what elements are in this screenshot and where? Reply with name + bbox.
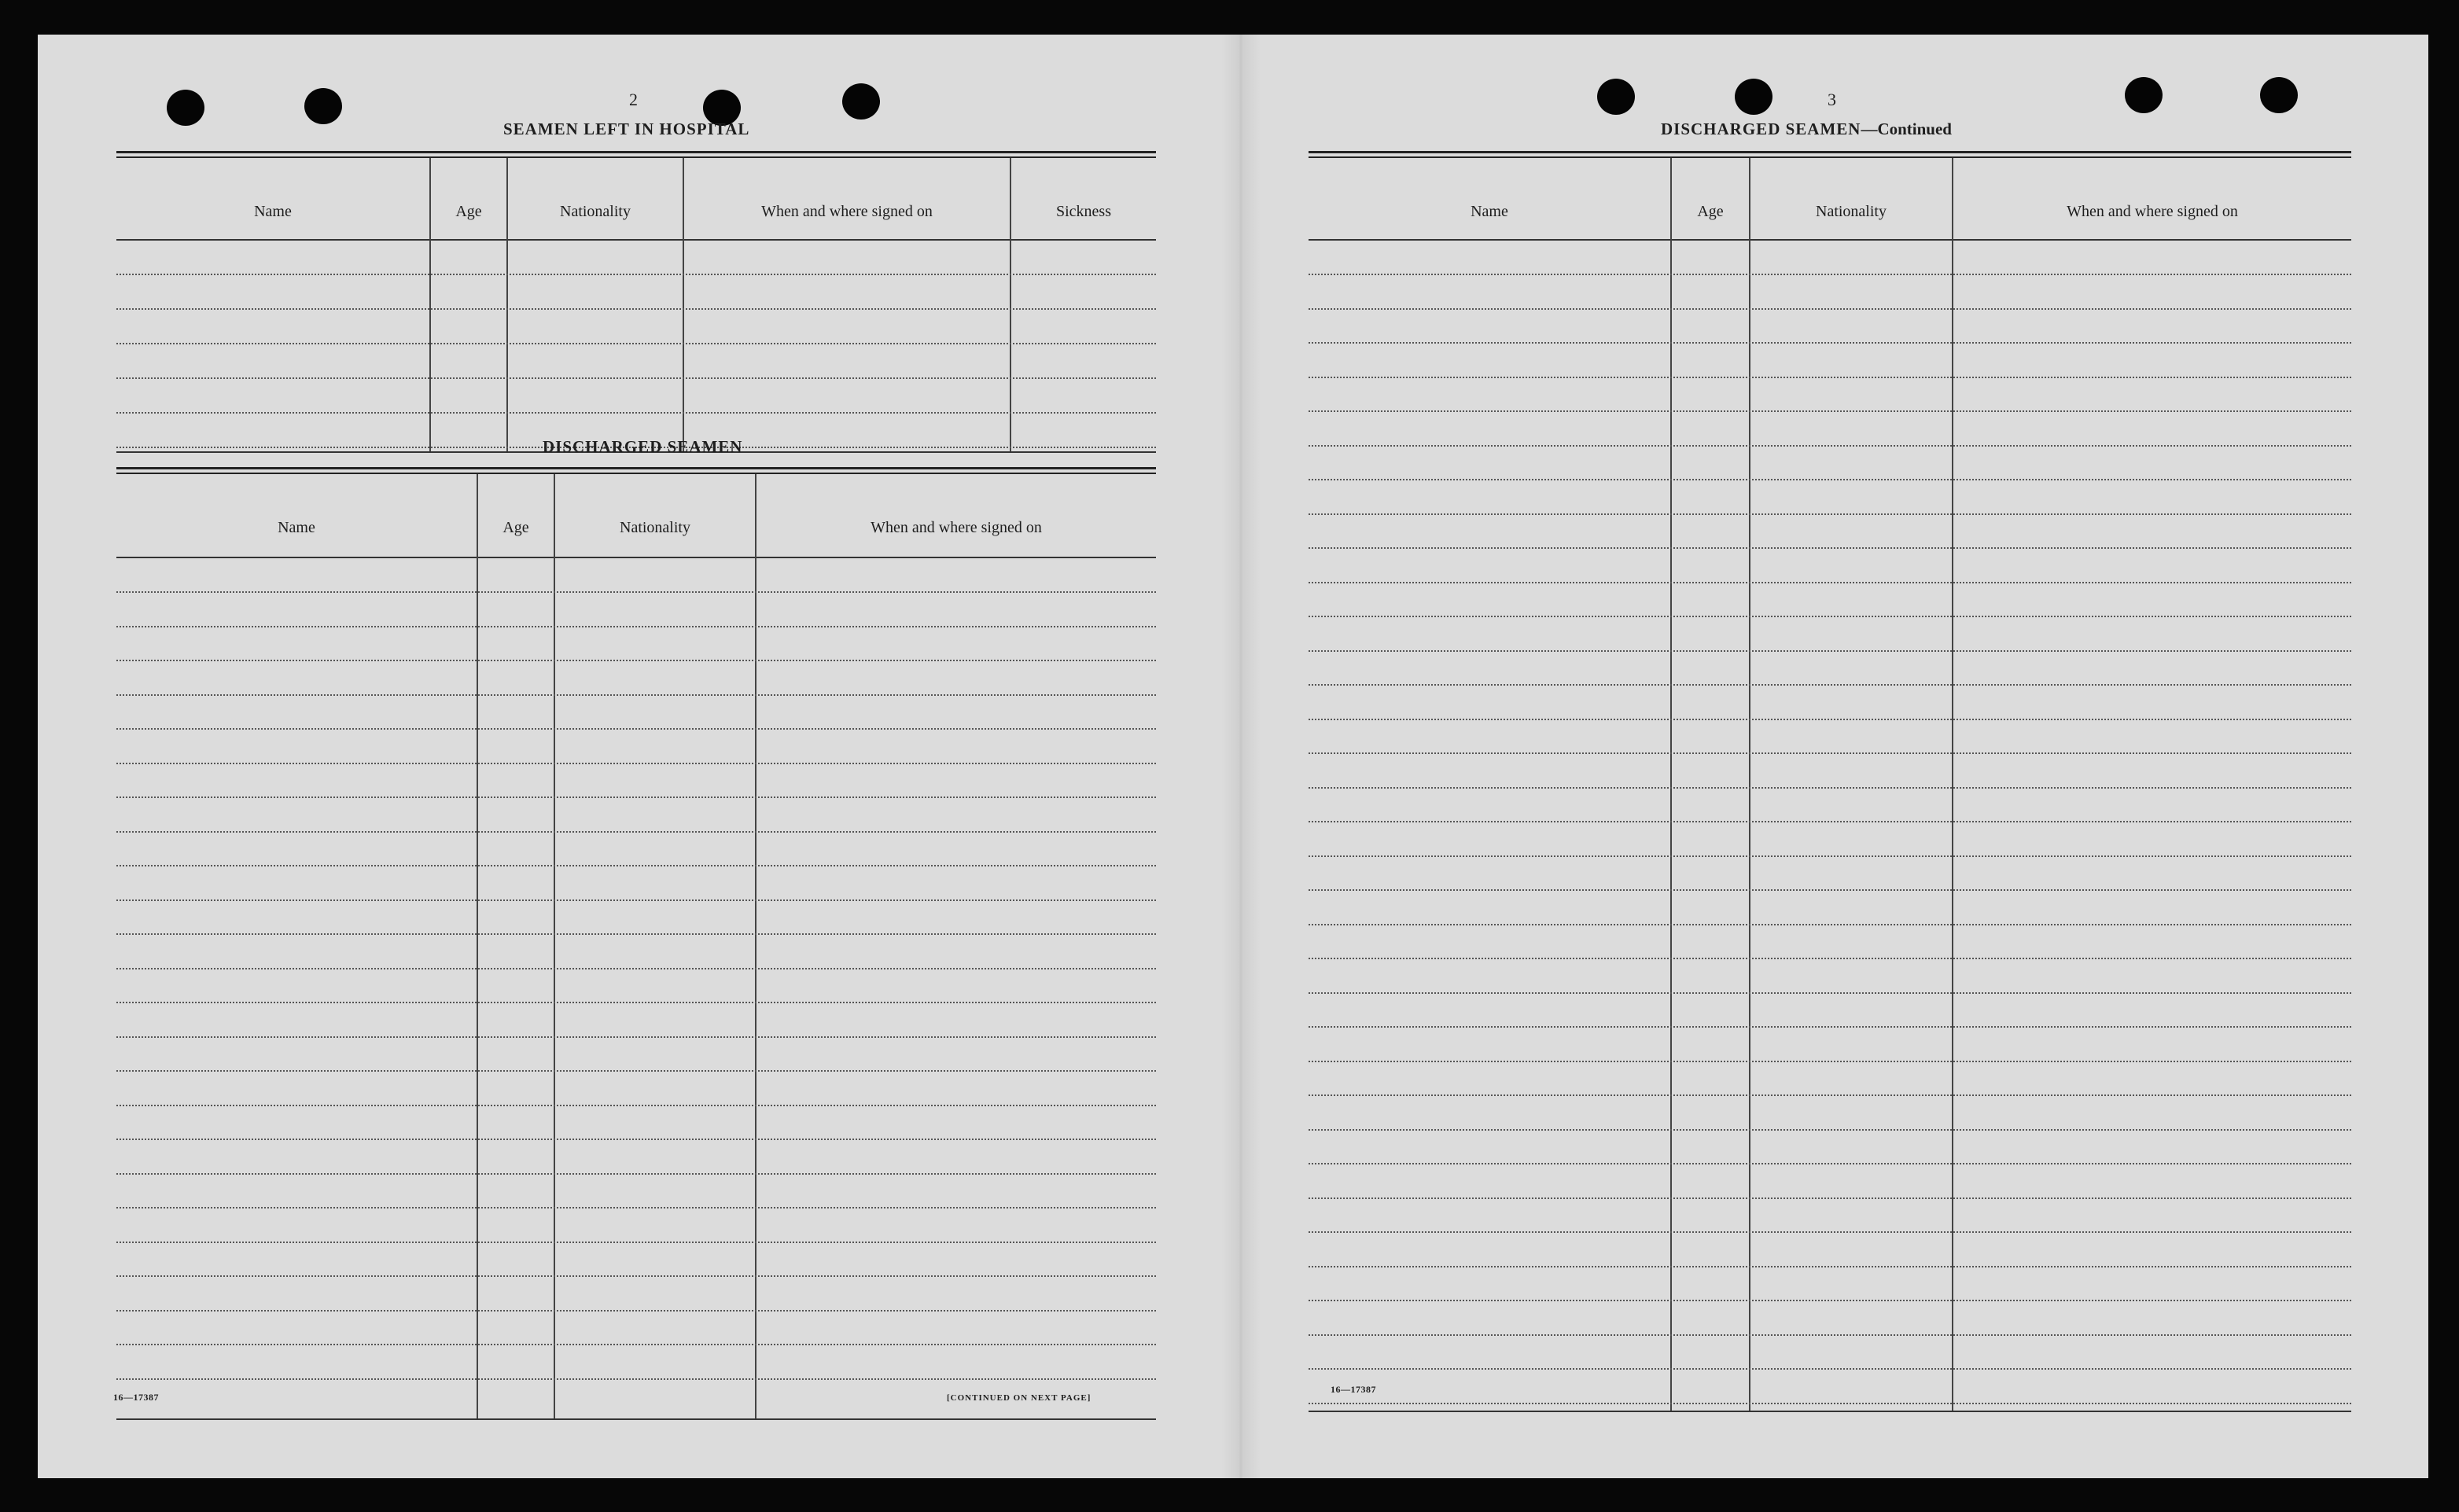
row-line xyxy=(1309,1061,2351,1062)
row-line xyxy=(116,1173,1156,1175)
row-line xyxy=(116,865,1156,866)
column-header-age: Age xyxy=(1697,203,1724,220)
row-line xyxy=(1309,445,2351,447)
column-header-nationality: Nationality xyxy=(620,519,690,536)
table-top-rule xyxy=(116,473,1156,474)
row-line xyxy=(1309,1368,2351,1370)
row-line xyxy=(116,1139,1156,1140)
column-header-age: Age xyxy=(502,519,529,536)
continued-note: [CONTINUED ON NEXT PAGE] xyxy=(947,1393,1091,1403)
row-line xyxy=(116,968,1156,969)
row-line xyxy=(1309,513,2351,515)
row-line xyxy=(116,899,1156,901)
row-line xyxy=(116,1378,1156,1380)
row-line xyxy=(116,831,1156,833)
table-top-rule xyxy=(116,151,1156,153)
row-line xyxy=(1309,1231,2351,1233)
column-separator xyxy=(755,474,756,1420)
row-line xyxy=(1309,1403,2351,1404)
row-line xyxy=(116,728,1156,730)
row-line xyxy=(1309,479,2351,480)
column-separator xyxy=(1010,158,1011,453)
page-number: 3 xyxy=(1828,90,1836,109)
column-separator xyxy=(1749,158,1750,1412)
row-line xyxy=(1309,821,2351,822)
header-rule xyxy=(116,557,1156,558)
row-line xyxy=(116,796,1156,798)
column-header-sickness: Sickness xyxy=(1056,203,1111,220)
row-line xyxy=(116,412,1156,414)
row-line xyxy=(1309,1266,2351,1267)
row-line xyxy=(116,591,1156,593)
column-header-when-where: When and where signed on xyxy=(761,203,933,220)
discharged-continued-table xyxy=(1309,151,2351,1412)
table-top-rule xyxy=(116,467,1156,469)
row-line xyxy=(1309,377,2351,378)
section-title-main: DISCHARGED SEAMEN xyxy=(1661,120,1861,138)
row-line xyxy=(116,274,1156,275)
row-line xyxy=(1309,924,2351,925)
row-line xyxy=(1309,1300,2351,1301)
scanned-document-sheet xyxy=(38,35,2428,1478)
row-line xyxy=(1309,274,2351,275)
section-title-suffix: —Continued xyxy=(1861,120,1952,138)
table-top-rule xyxy=(116,156,1156,158)
column-header-when-where: When and where signed on xyxy=(2067,203,2238,220)
row-line xyxy=(116,1344,1156,1345)
column-header-age: Age xyxy=(455,203,482,220)
column-separator xyxy=(683,158,684,453)
row-line xyxy=(1309,547,2351,549)
row-line xyxy=(1309,684,2351,686)
row-line xyxy=(116,1070,1156,1072)
row-line xyxy=(116,660,1156,661)
column-separator xyxy=(506,158,508,453)
column-header-name: Name xyxy=(254,203,292,220)
row-line xyxy=(116,626,1156,627)
table-bottom-rule xyxy=(1309,1411,2351,1412)
column-separator xyxy=(429,158,431,453)
column-separator xyxy=(554,474,555,1420)
row-line xyxy=(116,308,1156,310)
header-rule xyxy=(116,239,1156,241)
row-line xyxy=(116,694,1156,696)
row-line xyxy=(1309,650,2351,652)
row-line xyxy=(1309,1094,2351,1096)
row-line xyxy=(116,763,1156,764)
row-line xyxy=(116,343,1156,344)
column-header-nationality: Nationality xyxy=(560,203,631,220)
row-line xyxy=(1309,308,2351,310)
row-line xyxy=(1309,616,2351,617)
column-header-nationality: Nationality xyxy=(1816,203,1887,220)
row-line xyxy=(116,1002,1156,1003)
header-rule xyxy=(1309,239,2351,241)
page-number: 2 xyxy=(629,90,638,109)
left-page xyxy=(38,35,1233,1478)
row-line xyxy=(1309,1026,2351,1028)
right-page xyxy=(1233,35,2428,1478)
row-line xyxy=(1309,410,2351,412)
row-line xyxy=(1309,582,2351,583)
form-code: 16—17387 xyxy=(1331,1384,1376,1395)
table-bottom-rule xyxy=(116,1418,1156,1420)
row-line xyxy=(1309,719,2351,720)
row-line xyxy=(1309,787,2351,789)
row-line xyxy=(1309,958,2351,959)
column-header-when-where: When and where signed on xyxy=(871,519,1042,536)
column-separator xyxy=(1670,158,1672,1412)
row-line xyxy=(116,1105,1156,1106)
row-line xyxy=(116,1310,1156,1312)
form-code: 16—17387 xyxy=(113,1392,159,1403)
row-line xyxy=(1309,752,2351,754)
row-line xyxy=(116,1242,1156,1243)
row-line xyxy=(116,933,1156,935)
row-line xyxy=(1309,1129,2351,1131)
discharged-section-title: DISCHARGED SEAMEN xyxy=(543,437,743,456)
row-line xyxy=(116,377,1156,379)
row-line xyxy=(1309,1163,2351,1164)
discharged-continued-title xyxy=(1661,120,1952,139)
hospital-section-title: SEAMEN LEFT IN HOSPITAL xyxy=(503,120,750,138)
row-line xyxy=(1309,855,2351,857)
column-separator xyxy=(477,474,478,1420)
row-line xyxy=(1309,1197,2351,1199)
row-line xyxy=(1309,992,2351,994)
row-line xyxy=(1309,1334,2351,1336)
row-line xyxy=(116,1036,1156,1038)
row-line xyxy=(116,1207,1156,1208)
row-line xyxy=(1309,889,2351,891)
row-line xyxy=(116,1275,1156,1277)
discharged-table xyxy=(116,467,1156,1420)
column-header-name: Name xyxy=(1471,203,1508,220)
hospital-table xyxy=(116,151,1156,453)
column-separator xyxy=(1952,158,1953,1412)
table-top-rule xyxy=(1309,151,2351,153)
column-header-name: Name xyxy=(278,519,315,536)
row-line xyxy=(1309,342,2351,344)
table-top-rule xyxy=(1309,156,2351,158)
